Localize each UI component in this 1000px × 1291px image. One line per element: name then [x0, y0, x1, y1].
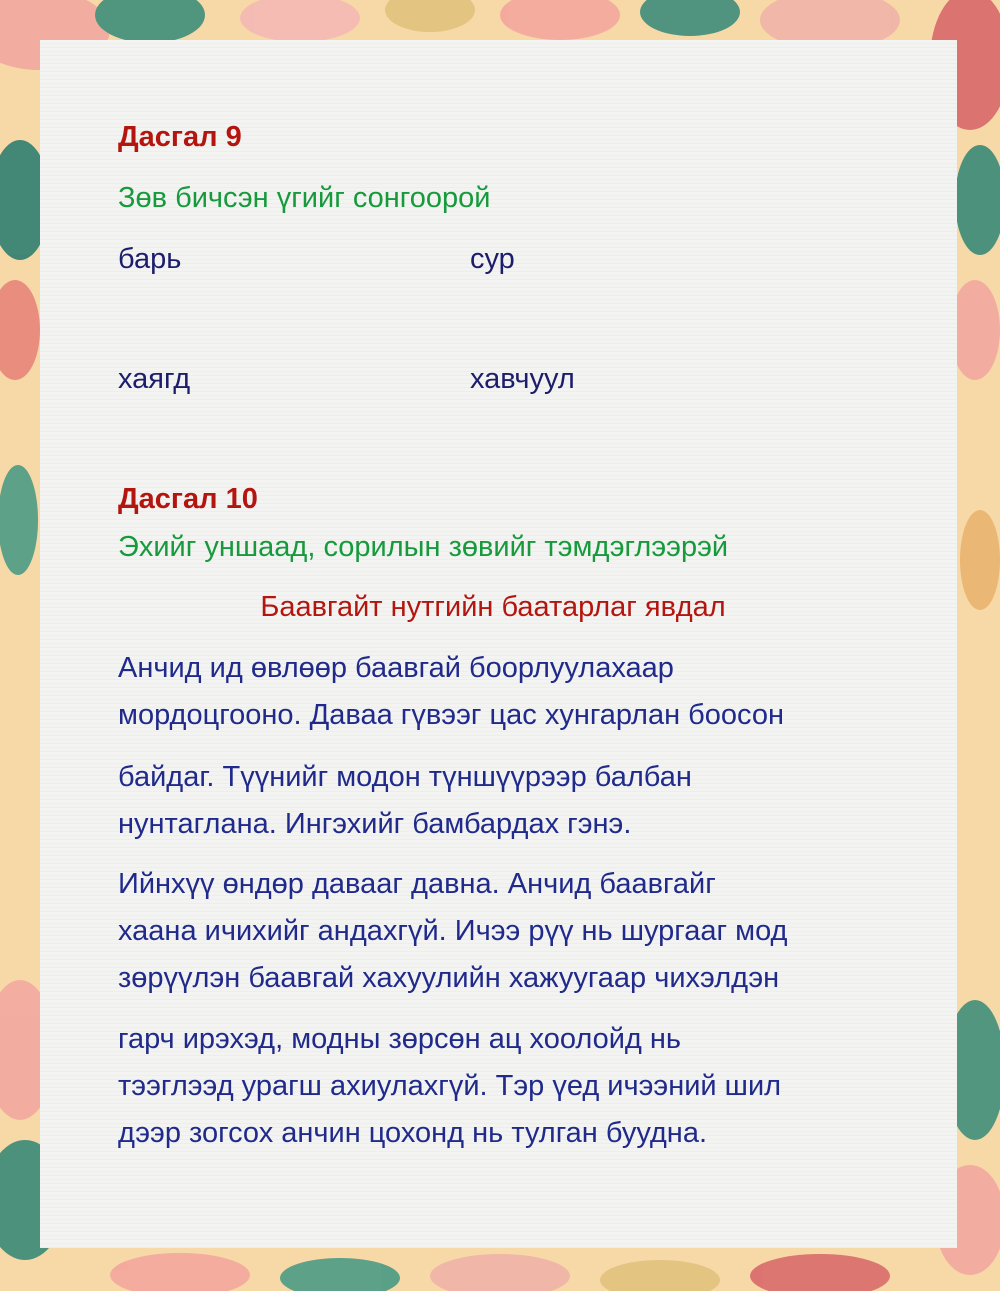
story-line: мордоцгооно. Даваа гүвээг цас хунгарлан боосон	[118, 699, 784, 731]
word-option: барь	[118, 243, 182, 275]
exercise-9-heading: Дасгал 9	[118, 121, 242, 153]
story-title: Баавгайт нутгийн баатарлаг явдал	[260, 591, 726, 623]
story-paragraph	[118, 645, 784, 739]
exercise-10-heading: Дасгал 10	[118, 483, 258, 515]
story-paragraph	[118, 861, 787, 1002]
story-line: Ийнхүү өндөр давааг давна. Анчид баавгайг	[118, 868, 716, 900]
story-line: дээр зогсох анчин цохонд нь тулган буудна.	[118, 1117, 708, 1149]
story-line: тээглээд урагш ахиулахгүй. Тэр үед ичээний шил	[118, 1070, 782, 1102]
story-line: байдаг. Түүнийг модон түншүүрээр балбан	[118, 761, 692, 793]
story-line: нунтаглана. Ингэхийг бамбардах гэнэ.	[118, 808, 632, 840]
story-paragraph	[118, 1016, 781, 1157]
word-option: хавчуул	[470, 363, 575, 395]
story-line: Анчид ид өвлөөр баавгай боорлуулахаар	[118, 652, 674, 684]
story-line: хаана ичихийг андахгүй. Ичээ рүү нь шургааг мод	[118, 915, 788, 947]
story-line: гарч ирэхэд, модны зөрсөн ац хоолойд нь	[118, 1023, 682, 1055]
story-paragraph	[118, 754, 692, 848]
story-line: зөрүүлэн баавгай хахуулийн хажуугаар чихэлдэн	[118, 962, 780, 994]
word-option: хаягд	[118, 363, 191, 395]
exercise-9-instruction: Зөв бичсэн үгийг сонгоорой	[118, 182, 491, 214]
word-option: сур	[470, 243, 515, 275]
exercise-10-instruction: Эхийг уншаад, сорилын зөвийг тэмдэглээрэй	[118, 531, 729, 563]
